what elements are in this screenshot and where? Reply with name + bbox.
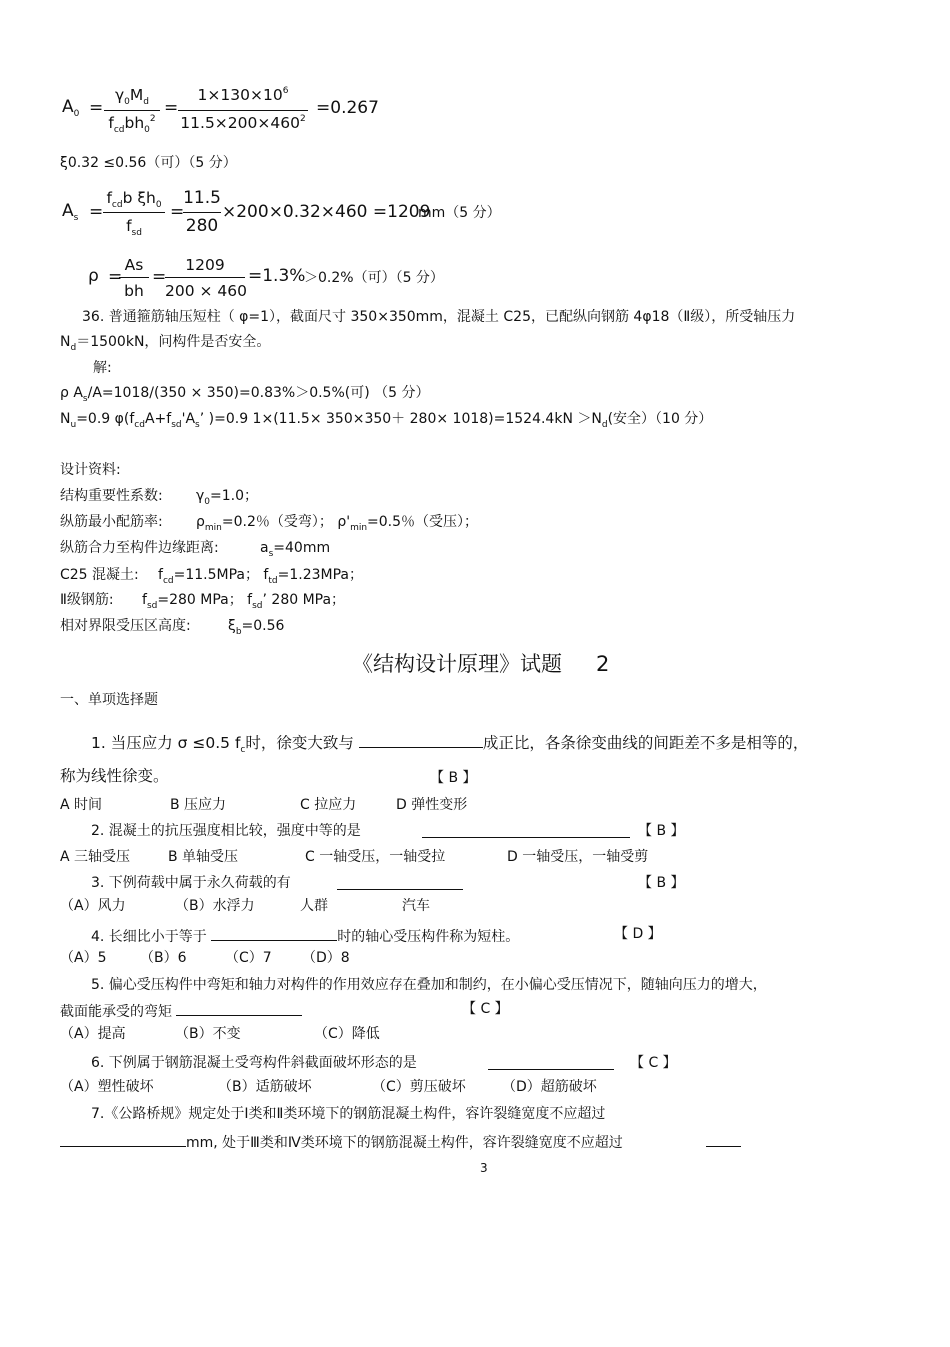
q1-option-a: A 时间 bbox=[60, 797, 103, 813]
q2-option-c: C 一轴受压，一轴受拉 bbox=[305, 849, 446, 865]
design-row-xi-value: $\xi_b=0.56$ bbox=[228, 618, 285, 637]
formula-rho-cmp: ＞0.2%（可）（5 分） bbox=[304, 270, 444, 286]
formula-a0-eq2: = bbox=[164, 98, 179, 118]
q5-line1: 5. 偏心受压构件中弯矩和轴力对构件的作用效应存在叠加和制约，在小偏心受压情况下，随轴向压力的增大， bbox=[91, 977, 767, 993]
q1-option-b: B 压应力 bbox=[170, 797, 227, 813]
q2-option-d: D 一轴受压，一轴受剪 bbox=[507, 849, 649, 865]
q3-blank[interactable] bbox=[337, 875, 463, 894]
q6-option-b: （B）适筋破坏 bbox=[218, 1079, 312, 1095]
formula-as-den1: $f_{sd}$ bbox=[126, 217, 142, 238]
q6-option-c: （C）剪压破坏 bbox=[372, 1079, 466, 1095]
design-row-steel-label: Ⅱ级钢筋: bbox=[60, 592, 114, 608]
design-row-xi-label: 相对界限受压区高度: bbox=[60, 618, 191, 634]
formula-rho-lhs: ρ bbox=[88, 266, 99, 286]
q3-option-c: 人群 bbox=[300, 898, 328, 914]
formula-as-eq2: = bbox=[170, 202, 185, 222]
q1-answer: 【 B 】 bbox=[430, 770, 477, 786]
formula-rho-num2: 1209 bbox=[185, 256, 225, 274]
exam-title: 《结构设计原理》试题 2 bbox=[352, 652, 610, 676]
q5-line2: 截面能承受的弯矩 bbox=[60, 1001, 302, 1020]
q7-line1: 7.《公路桥规》规定处于Ⅰ类和Ⅱ类环境下的钢筋混凝土构件，容许裂缝宽度不应超过 bbox=[91, 1106, 606, 1122]
q3-option-b: （B）水浮力 bbox=[175, 898, 255, 914]
q6-option-d: （D）超筋破坏 bbox=[502, 1079, 597, 1095]
design-row-as-label: 纵筋合力至构件边缘距离: bbox=[60, 540, 219, 556]
q1-blank[interactable] bbox=[359, 733, 483, 748]
design-row-rho-value: $\rho_{min}=0.2$％（受弯）； $\rho'_{min}=0.5$％（受压）； bbox=[196, 514, 479, 533]
design-row-gamma-value: $\gamma_0=1.0$； bbox=[196, 488, 259, 507]
formula-rho-eq1: = bbox=[108, 267, 123, 287]
formula-as-num1: $f_{cd}b$ $\xi h_0$ bbox=[106, 189, 162, 210]
q3-option-a: （A）风力 bbox=[60, 898, 126, 914]
formula-a0-bar1 bbox=[104, 110, 160, 111]
q5-answer: 【 C 】 bbox=[462, 1001, 509, 1017]
q4-option-c: （C）7 bbox=[225, 950, 272, 966]
q5-option-b: （B）不变 bbox=[175, 1026, 241, 1042]
q4-text: 4. 长细比小于等于 时的轴心受压构件称为短柱。 bbox=[91, 926, 519, 945]
formula-rho-num1: As bbox=[124, 256, 144, 274]
formula-rho-den2: 200 × 460 bbox=[165, 282, 248, 300]
design-row-gamma-label: 结构重要性系数: bbox=[60, 488, 163, 504]
formula-as-bar1 bbox=[103, 212, 165, 213]
q2-option-b: B 单轴受压 bbox=[168, 849, 239, 865]
q1-option-d: D 弹性变形 bbox=[396, 797, 468, 813]
q2-text: 2. 混凝土的抗压强度相比较，强度中等的是 bbox=[91, 823, 361, 839]
q6-text: 6. 下例属于钢筋混凝土受弯构件斜截面破坏形态的是 bbox=[91, 1055, 417, 1071]
q36-solution-nu: $N_u=0.9$ $\varphi(f_{cd}A+f_{sd}'A_s$’ )=0.9 $1\times(11.5\times 350\times 350+ 280\times 1018)=1524.4kN >N_d$(安全）（10 分） bbox=[60, 411, 713, 430]
formula-a0-result: =0.267 bbox=[316, 98, 379, 118]
q2-option-a: A 三轴受压 bbox=[60, 849, 131, 865]
q1-option-c: C 拉应力 bbox=[300, 797, 357, 813]
q1-line2: 称为线性徐变。 bbox=[60, 767, 169, 785]
q3-text: 3. 下例荷载中属于永久荷载的有 bbox=[91, 875, 291, 891]
q4-option-d: （D）8 bbox=[302, 950, 350, 966]
formula-a0-den2: $11.5\times 200\times 460^2$ bbox=[180, 114, 306, 132]
formula-as-tail: ×200×0.32×460 =1209 bbox=[222, 202, 431, 222]
design-row-c25-value: $f_{cd}=11.5MPa$； $f_{td}=1.23MPa$； bbox=[158, 567, 363, 586]
page-number: 3 bbox=[480, 1161, 488, 1175]
q1-line1: 1. 当压应力 σ ≤0.5 $f_c$时，徐变大致与 成正比，各条徐变曲线的间距差不多是相等的， bbox=[91, 734, 809, 755]
q4-option-a: （A）5 bbox=[60, 950, 107, 966]
q36-line1: 36. 普通箍筋轴压短柱（ φ=1），截面尺寸 350×350mm，混凝土 C25，已配纵向钢筋 4φ18（Ⅱ级），所受轴压力 bbox=[82, 309, 796, 325]
q6-blank[interactable] bbox=[488, 1055, 614, 1074]
formula-as-eq1: = bbox=[89, 202, 104, 222]
formula-a0-lhs: $A_0$ bbox=[62, 97, 80, 119]
q7-blank-1[interactable] bbox=[60, 1132, 186, 1147]
design-data-heading: 设计资料: bbox=[60, 462, 121, 478]
formula-as-bar2 bbox=[183, 212, 221, 213]
q36-line2: $N_d=1500kN$，问构件是否安全。 bbox=[60, 334, 271, 353]
q7-line2: mm, 处于Ⅲ类和Ⅳ类环境下的钢筋混凝土构件，容许裂缝宽度不应超过 bbox=[60, 1132, 623, 1151]
q2-blank[interactable] bbox=[422, 823, 630, 842]
q4-blank[interactable] bbox=[211, 926, 337, 941]
design-row-as-value: $a_s=40mm$ bbox=[260, 540, 331, 559]
q6-option-a: （A）塑性破坏 bbox=[60, 1079, 154, 1095]
formula-as-unit: mm（5 分） bbox=[418, 205, 501, 221]
formula-rho-bar2 bbox=[165, 277, 245, 278]
formula-as-den2: 280 bbox=[185, 216, 219, 236]
formula-as-num2: 11.5 bbox=[183, 188, 221, 208]
xi-line: ξ0.32 ≤0.56（可）（5 分） bbox=[60, 155, 237, 171]
formula-rho-den1: bh bbox=[124, 282, 144, 300]
q7-blank-2[interactable] bbox=[706, 1132, 741, 1151]
q3-answer: 【 B 】 bbox=[638, 875, 685, 891]
design-row-rho-label: 纵筋最小配筋率: bbox=[60, 514, 163, 530]
q36-solution-label: 解: bbox=[93, 360, 112, 376]
q4-option-b: （B）6 bbox=[140, 950, 187, 966]
section-heading: 一、单项选择题 bbox=[60, 692, 158, 708]
formula-a0-den1: $f_{cd}bh_0^2$ bbox=[108, 114, 156, 135]
q3-option-d: 汽车 bbox=[402, 898, 430, 914]
formula-a0-num2: $1\times 130\times 10^6$ bbox=[197, 86, 289, 104]
q36-solution-rho: ρ $A_s/A=1018/(350 \times 350)=0.83\%>0.5\%$(可) （5 分） bbox=[60, 385, 430, 404]
q5-option-a: （A）提高 bbox=[60, 1026, 126, 1042]
design-row-steel-value: $f_{sd}=280$ MPa； $f_{sd}$’ 280 MPa； bbox=[142, 592, 346, 611]
formula-rho-eq2: = bbox=[152, 267, 167, 287]
formula-rho-bar1 bbox=[119, 277, 149, 278]
formula-as-lhs: $A_s$ bbox=[62, 201, 79, 223]
q5-blank[interactable] bbox=[176, 1001, 302, 1016]
q2-answer: 【 B 】 bbox=[638, 823, 685, 839]
design-row-c25-label: C25 混凝土: bbox=[60, 567, 139, 583]
formula-rho-tail: =1.3% bbox=[248, 266, 306, 286]
q5-option-c: （C）降低 bbox=[314, 1026, 380, 1042]
q4-answer: 【 D 】 bbox=[614, 926, 662, 942]
formula-a0-eq1: = bbox=[89, 98, 104, 118]
formula-a0-bar2 bbox=[178, 110, 308, 111]
formula-a0-num1: $\gamma_0M_d$ bbox=[114, 86, 149, 107]
q6-answer: 【 C 】 bbox=[630, 1055, 677, 1071]
